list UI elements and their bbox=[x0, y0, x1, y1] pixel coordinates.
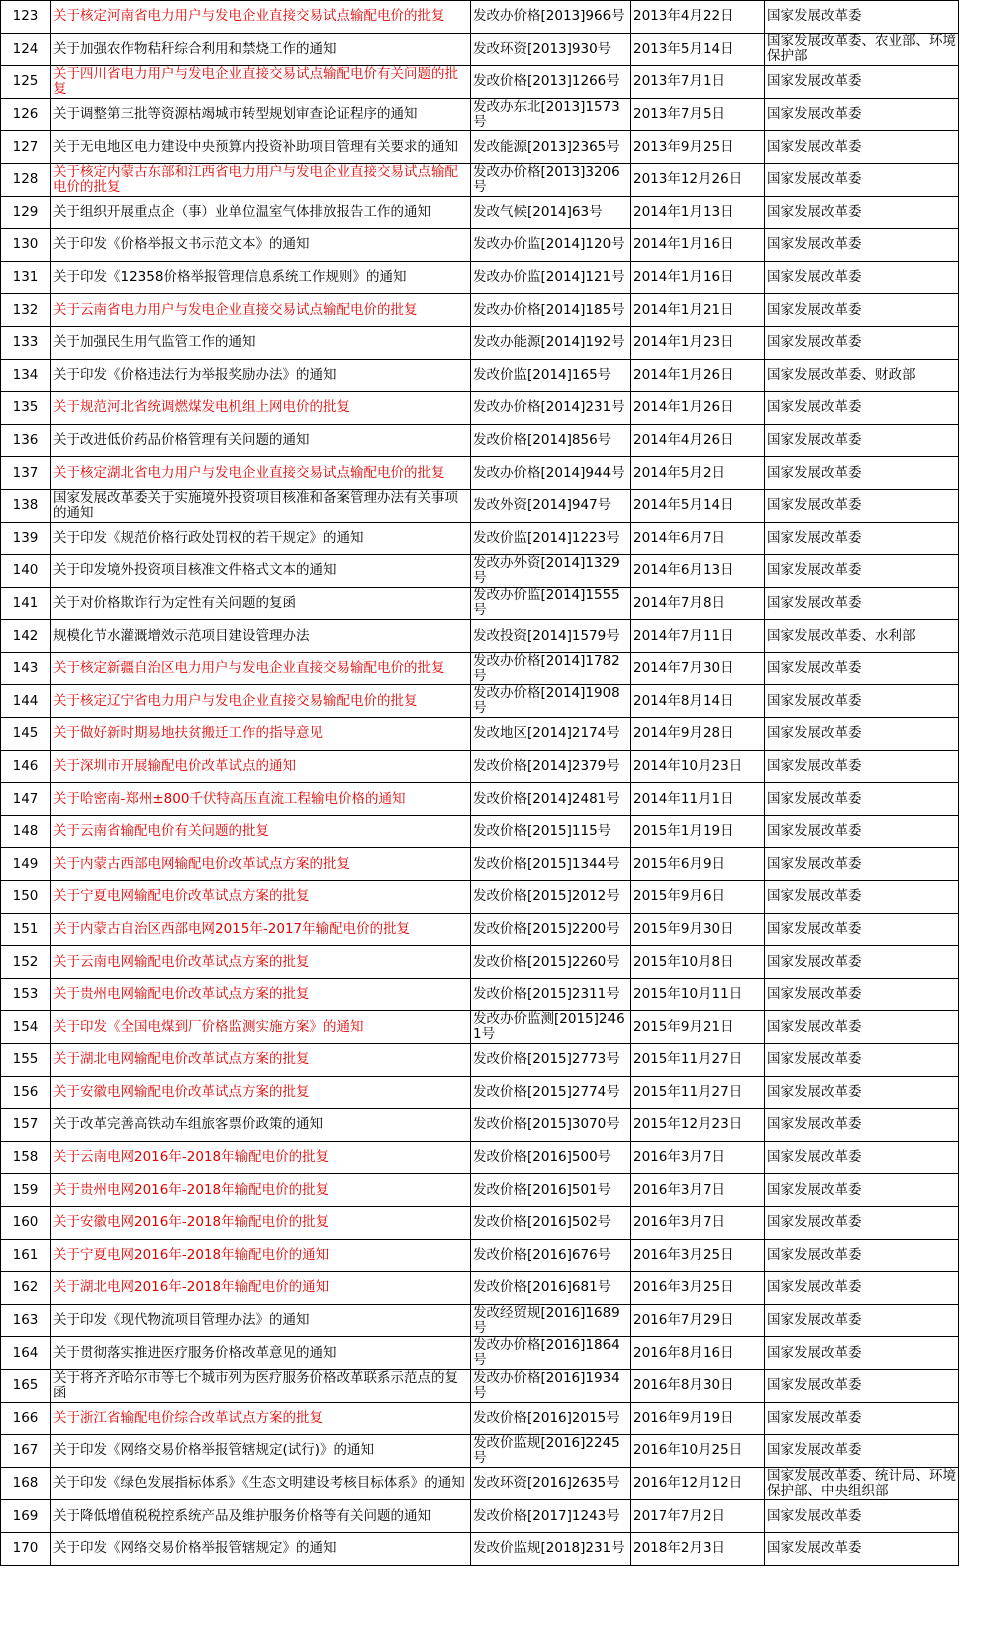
document-title: 关于印发《规范价格行政处罚权的若干规定》的通知 bbox=[51, 522, 471, 555]
document-number: 发改价监[2014]1223号 bbox=[471, 522, 631, 555]
row-number: 151 bbox=[1, 913, 51, 946]
table-row bbox=[1, 1109, 959, 1142]
issuing-agency: 国家发展改革委 bbox=[765, 98, 959, 131]
document-title: 关于印发境外投资项目核准文件格式文本的通知 bbox=[51, 555, 471, 588]
table-row bbox=[1, 1141, 959, 1174]
row-number: 155 bbox=[1, 1044, 51, 1077]
issue-date: 2013年12月26日 bbox=[631, 163, 765, 196]
document-title: 关于云南省输配电价有关问题的批复 bbox=[51, 815, 471, 848]
table-row bbox=[1, 815, 959, 848]
table-row bbox=[1, 1532, 959, 1565]
issue-date: 2016年7月29日 bbox=[631, 1304, 765, 1337]
issuing-agency: 国家发展改革委 bbox=[765, 1337, 959, 1370]
row-number: 143 bbox=[1, 652, 51, 685]
issue-date: 2014年7月30日 bbox=[631, 652, 765, 685]
table-row bbox=[1, 131, 959, 164]
row-number: 146 bbox=[1, 750, 51, 783]
document-title: 关于四川省电力用户与发电企业直接交易试点输配电价有关问题的批复 bbox=[51, 66, 471, 99]
table-row bbox=[1, 261, 959, 294]
table-row bbox=[1, 66, 959, 99]
issuing-agency: 国家发展改革委 bbox=[765, 1304, 959, 1337]
document-title: 关于核定河南省电力用户与发电企业直接交易试点输配电价的批复 bbox=[51, 1, 471, 34]
document-number: 发改气候[2014]63号 bbox=[471, 196, 631, 229]
table-row bbox=[1, 1, 959, 34]
document-number: 发改办能源[2014]192号 bbox=[471, 326, 631, 359]
issuing-agency: 国家发展改革委 bbox=[765, 881, 959, 914]
document-title: 关于调整第三批等资源枯竭城市转型规划审查论证程序的通知 bbox=[51, 98, 471, 131]
document-number: 发改价格[2016]676号 bbox=[471, 1239, 631, 1272]
issuing-agency: 国家发展改革委 bbox=[765, 1532, 959, 1565]
issuing-agency: 国家发展改革委 bbox=[765, 424, 959, 457]
row-number: 124 bbox=[1, 33, 51, 66]
document-title: 关于云南省电力用户与发电企业直接交易试点输配电价的批复 bbox=[51, 294, 471, 327]
document-number: 发改办价监测[2015]2461号 bbox=[471, 1011, 631, 1044]
document-title: 关于组织开展重点企（事）业单位温室气体排放报告工作的通知 bbox=[51, 196, 471, 229]
issue-date: 2016年3月25日 bbox=[631, 1272, 765, 1305]
row-number: 141 bbox=[1, 587, 51, 620]
document-title: 关于云南电网输配电价改革试点方案的批复 bbox=[51, 946, 471, 979]
issue-date: 2014年1月26日 bbox=[631, 359, 765, 392]
document-number: 发改价监规[2018]231号 bbox=[471, 1532, 631, 1565]
issuing-agency: 国家发展改革委 bbox=[765, 326, 959, 359]
row-number: 138 bbox=[1, 489, 51, 522]
document-number: 发改办价格[2013]3206号 bbox=[471, 163, 631, 196]
document-number: 发改价格[2016]502号 bbox=[471, 1206, 631, 1239]
issuing-agency: 国家发展改革委 bbox=[765, 457, 959, 490]
issue-date: 2013年4月22日 bbox=[631, 1, 765, 34]
document-number: 发改价格[2014]2379号 bbox=[471, 750, 631, 783]
row-number: 153 bbox=[1, 978, 51, 1011]
table-row bbox=[1, 1206, 959, 1239]
row-number: 154 bbox=[1, 1011, 51, 1044]
table-row bbox=[1, 522, 959, 555]
issuing-agency: 国家发展改革委 bbox=[765, 587, 959, 620]
row-number: 144 bbox=[1, 685, 51, 718]
document-number: 发改价监规[2016]2245号 bbox=[471, 1435, 631, 1468]
document-number: 发改价格[2015]2773号 bbox=[471, 1044, 631, 1077]
issuing-agency: 国家发展改革委 bbox=[765, 555, 959, 588]
document-number: 发改办价格[2014]1908号 bbox=[471, 685, 631, 718]
row-number: 163 bbox=[1, 1304, 51, 1337]
document-title: 规模化节水灌溉增效示范项目建设管理办法 bbox=[51, 620, 471, 653]
table-row bbox=[1, 229, 959, 262]
document-title: 关于哈密南-郑州±800千伏特高压直流工程输电价格的通知 bbox=[51, 783, 471, 816]
document-title: 关于贵州电网2016年-2018年输配电价的批复 bbox=[51, 1174, 471, 1207]
issuing-agency: 国家发展改革委 bbox=[765, 1402, 959, 1435]
row-number: 147 bbox=[1, 783, 51, 816]
issue-date: 2014年1月16日 bbox=[631, 261, 765, 294]
row-number: 150 bbox=[1, 881, 51, 914]
issue-date: 2014年9月28日 bbox=[631, 718, 765, 751]
issuing-agency: 国家发展改革委 bbox=[765, 685, 959, 718]
issue-date: 2014年1月26日 bbox=[631, 392, 765, 425]
document-number: 发改经贸规[2016]1689号 bbox=[471, 1304, 631, 1337]
document-number: 发改价格[2015]3070号 bbox=[471, 1109, 631, 1142]
document-title: 关于印发《网络交易价格举报管辖规定》的通知 bbox=[51, 1532, 471, 1565]
document-number: 发改办外资[2014]1329号 bbox=[471, 555, 631, 588]
document-number: 发改办价格[2014]185号 bbox=[471, 294, 631, 327]
table-row bbox=[1, 946, 959, 979]
table-row bbox=[1, 326, 959, 359]
row-number: 148 bbox=[1, 815, 51, 848]
document-number: 发改价格[2016]681号 bbox=[471, 1272, 631, 1305]
document-title: 关于降低增值税税控系统产品及维护服务价格等有关问题的通知 bbox=[51, 1500, 471, 1533]
document-title: 关于核定湖北省电力用户与发电企业直接交易试点输配电价的批复 bbox=[51, 457, 471, 490]
document-number: 发改价格[2015]2311号 bbox=[471, 978, 631, 1011]
document-number: 发改价格[2015]2260号 bbox=[471, 946, 631, 979]
issuing-agency: 国家发展改革委 bbox=[765, 946, 959, 979]
issue-date: 2013年7月1日 bbox=[631, 66, 765, 99]
issue-date: 2014年11月1日 bbox=[631, 783, 765, 816]
table-row bbox=[1, 1011, 959, 1044]
document-title: 关于湖北电网2016年-2018年输配电价的通知 bbox=[51, 1272, 471, 1305]
row-number: 168 bbox=[1, 1467, 51, 1500]
row-number: 159 bbox=[1, 1174, 51, 1207]
document-number: 发改地区[2014]2174号 bbox=[471, 718, 631, 751]
document-title: 国家发展改革委关于实施境外投资项目核准和备案管理办法有关事项的通知 bbox=[51, 489, 471, 522]
row-number: 162 bbox=[1, 1272, 51, 1305]
table-row bbox=[1, 750, 959, 783]
issuing-agency: 国家发展改革委 bbox=[765, 489, 959, 522]
document-title: 关于印发《价格举报文书示范文本》的通知 bbox=[51, 229, 471, 262]
issuing-agency: 国家发展改革委 bbox=[765, 1239, 959, 1272]
row-number: 123 bbox=[1, 1, 51, 34]
table-row bbox=[1, 881, 959, 914]
table-row bbox=[1, 424, 959, 457]
document-title: 关于核定内蒙古东部和江西省电力用户与发电企业直接交易试点输配电价的批复 bbox=[51, 163, 471, 196]
issue-date: 2014年5月14日 bbox=[631, 489, 765, 522]
document-number: 发改价格[2015]2774号 bbox=[471, 1076, 631, 1109]
table-row bbox=[1, 1337, 959, 1370]
issuing-agency: 国家发展改革委 bbox=[765, 718, 959, 751]
row-number: 167 bbox=[1, 1435, 51, 1468]
row-number: 145 bbox=[1, 718, 51, 751]
document-number: 发改价格[2016]2015号 bbox=[471, 1402, 631, 1435]
issuing-agency: 国家发展改革委 bbox=[765, 815, 959, 848]
row-number: 152 bbox=[1, 946, 51, 979]
issue-date: 2014年6月7日 bbox=[631, 522, 765, 555]
document-number: 发改办价格[2016]1934号 bbox=[471, 1369, 631, 1402]
document-number: 发改价格[2015]2012号 bbox=[471, 881, 631, 914]
issue-date: 2014年1月13日 bbox=[631, 196, 765, 229]
row-number: 157 bbox=[1, 1109, 51, 1142]
table-row bbox=[1, 163, 959, 196]
document-title: 关于内蒙古西部电网输配电价改革试点方案的批复 bbox=[51, 848, 471, 881]
issuing-agency: 国家发展改革委 bbox=[765, 1109, 959, 1142]
table-row bbox=[1, 489, 959, 522]
issuing-agency: 国家发展改革委 bbox=[765, 66, 959, 99]
document-title: 关于安徽电网输配电价改革试点方案的批复 bbox=[51, 1076, 471, 1109]
issue-date: 2013年5月14日 bbox=[631, 33, 765, 66]
row-number: 135 bbox=[1, 392, 51, 425]
table-row bbox=[1, 587, 959, 620]
row-number: 158 bbox=[1, 1141, 51, 1174]
document-title: 关于深圳市开展输配电价改革试点的通知 bbox=[51, 750, 471, 783]
table-row bbox=[1, 359, 959, 392]
issue-date: 2014年1月23日 bbox=[631, 326, 765, 359]
row-number: 128 bbox=[1, 163, 51, 196]
issuing-agency: 国家发展改革委 bbox=[765, 1011, 959, 1044]
table-row bbox=[1, 1467, 959, 1500]
document-number: 发改能源[2013]2365号 bbox=[471, 131, 631, 164]
row-number: 156 bbox=[1, 1076, 51, 1109]
issue-date: 2013年9月25日 bbox=[631, 131, 765, 164]
document-title: 关于加强民生用气监管工作的通知 bbox=[51, 326, 471, 359]
table-row bbox=[1, 1435, 959, 1468]
issue-date: 2014年4月26日 bbox=[631, 424, 765, 457]
issue-date: 2014年5月2日 bbox=[631, 457, 765, 490]
issuing-agency: 国家发展改革委 bbox=[765, 1044, 959, 1077]
table-body bbox=[1, 1, 959, 1566]
document-title: 关于无电地区电力建设中央预算内投资补助项目管理有关要求的通知 bbox=[51, 131, 471, 164]
issuing-agency: 国家发展改革委 bbox=[765, 750, 959, 783]
issuing-agency: 国家发展改革委 bbox=[765, 261, 959, 294]
issue-date: 2015年11月27日 bbox=[631, 1044, 765, 1077]
document-title: 关于内蒙古自治区西部电网2015年-2017年输配电价的批复 bbox=[51, 913, 471, 946]
table-row bbox=[1, 783, 959, 816]
row-number: 161 bbox=[1, 1239, 51, 1272]
issue-date: 2014年7月11日 bbox=[631, 620, 765, 653]
table-row bbox=[1, 294, 959, 327]
issue-date: 2016年8月30日 bbox=[631, 1369, 765, 1402]
issuing-agency: 国家发展改革委 bbox=[765, 392, 959, 425]
table-row bbox=[1, 33, 959, 66]
row-number: 169 bbox=[1, 1500, 51, 1533]
row-number: 165 bbox=[1, 1369, 51, 1402]
issue-date: 2014年7月8日 bbox=[631, 587, 765, 620]
document-number: 发改办价格[2013]966号 bbox=[471, 1, 631, 34]
issue-date: 2016年8月16日 bbox=[631, 1337, 765, 1370]
row-number: 170 bbox=[1, 1532, 51, 1565]
document-title: 关于安徽电网2016年-2018年输配电价的批复 bbox=[51, 1206, 471, 1239]
row-number: 132 bbox=[1, 294, 51, 327]
document-title: 关于云南电网2016年-2018年输配电价的批复 bbox=[51, 1141, 471, 1174]
document-number: 发改价格[2016]500号 bbox=[471, 1141, 631, 1174]
document-title: 关于改进低价药品价格管理有关问题的通知 bbox=[51, 424, 471, 457]
document-number: 发改价格[2017]1243号 bbox=[471, 1500, 631, 1533]
issuing-agency: 国家发展改革委 bbox=[765, 978, 959, 1011]
issue-date: 2016年3月7日 bbox=[631, 1141, 765, 1174]
document-number: 发改外资[2014]947号 bbox=[471, 489, 631, 522]
document-number: 发改投资[2014]1579号 bbox=[471, 620, 631, 653]
document-number: 发改价格[2014]2481号 bbox=[471, 783, 631, 816]
document-title: 关于印发《价格违法行为举报奖励办法》的通知 bbox=[51, 359, 471, 392]
document-number: 发改环资[2016]2635号 bbox=[471, 1467, 631, 1500]
issuing-agency: 国家发展改革委 bbox=[765, 1206, 959, 1239]
issue-date: 2013年7月5日 bbox=[631, 98, 765, 131]
issuing-agency: 国家发展改革委 bbox=[765, 294, 959, 327]
document-number: 发改办价监[2014]121号 bbox=[471, 261, 631, 294]
document-title: 关于改革完善高铁动车组旅客票价政策的通知 bbox=[51, 1109, 471, 1142]
table-row bbox=[1, 685, 959, 718]
issue-date: 2017年7月2日 bbox=[631, 1500, 765, 1533]
document-title: 关于印发《网络交易价格举报管辖规定(试行)》的通知 bbox=[51, 1435, 471, 1468]
row-number: 127 bbox=[1, 131, 51, 164]
document-title: 关于印发《绿色发展指标体系》《生态文明建设考核目标体系》的通知 bbox=[51, 1467, 471, 1500]
issuing-agency: 国家发展改革委 bbox=[765, 913, 959, 946]
document-number: 发改办价监[2014]120号 bbox=[471, 229, 631, 262]
issue-date: 2016年3月7日 bbox=[631, 1206, 765, 1239]
issue-date: 2015年1月19日 bbox=[631, 815, 765, 848]
issue-date: 2015年9月6日 bbox=[631, 881, 765, 914]
document-title: 关于印发《全国电煤到厂价格监测实施方案》的通知 bbox=[51, 1011, 471, 1044]
document-title: 关于湖北电网输配电价改革试点方案的批复 bbox=[51, 1044, 471, 1077]
issuing-agency: 国家发展改革委 bbox=[765, 652, 959, 685]
document-title: 关于宁夏电网2016年-2018年输配电价的通知 bbox=[51, 1239, 471, 1272]
table-row bbox=[1, 978, 959, 1011]
row-number: 142 bbox=[1, 620, 51, 653]
issue-date: 2015年6月9日 bbox=[631, 848, 765, 881]
document-title: 关于加强农作物秸秆综合利用和禁烧工作的通知 bbox=[51, 33, 471, 66]
document-number: 发改价格[2013]1266号 bbox=[471, 66, 631, 99]
issuing-agency: 国家发展改革委 bbox=[765, 229, 959, 262]
issuing-agency: 国家发展改革委 bbox=[765, 1, 959, 34]
issue-date: 2016年12月12日 bbox=[631, 1467, 765, 1500]
table-row bbox=[1, 457, 959, 490]
table-row bbox=[1, 1076, 959, 1109]
document-title: 关于核定新疆自治区电力用户与发电企业直接交易输配电价的批复 bbox=[51, 652, 471, 685]
issue-date: 2015年9月30日 bbox=[631, 913, 765, 946]
issue-date: 2014年6月13日 bbox=[631, 555, 765, 588]
issuing-agency: 国家发展改革委 bbox=[765, 1500, 959, 1533]
row-number: 130 bbox=[1, 229, 51, 262]
issuing-agency: 国家发展改革委 bbox=[765, 1435, 959, 1468]
issue-date: 2015年10月11日 bbox=[631, 978, 765, 1011]
table-row bbox=[1, 1174, 959, 1207]
table-row bbox=[1, 620, 959, 653]
document-number: 发改办价格[2014]1782号 bbox=[471, 652, 631, 685]
row-number: 136 bbox=[1, 424, 51, 457]
document-number: 发改价格[2015]115号 bbox=[471, 815, 631, 848]
table-row bbox=[1, 98, 959, 131]
document-title: 关于贵州电网输配电价改革试点方案的批复 bbox=[51, 978, 471, 1011]
document-title: 关于将齐齐哈尔市等七个城市列为医疗服务价格改革联系示范点的复函 bbox=[51, 1369, 471, 1402]
document-title: 关于核定辽宁省电力用户与发电企业直接交易输配电价的批复 bbox=[51, 685, 471, 718]
document-number: 发改价监[2014]165号 bbox=[471, 359, 631, 392]
issuing-agency: 国家发展改革委 bbox=[765, 1076, 959, 1109]
document-number: 发改环资[2013]930号 bbox=[471, 33, 631, 66]
table-row bbox=[1, 1272, 959, 1305]
issuing-agency: 国家发展改革委 bbox=[765, 783, 959, 816]
document-number: 发改办价格[2014]231号 bbox=[471, 392, 631, 425]
issuing-agency: 国家发展改革委 bbox=[765, 1369, 959, 1402]
issuing-agency: 国家发展改革委 bbox=[765, 522, 959, 555]
row-number: 126 bbox=[1, 98, 51, 131]
row-number: 166 bbox=[1, 1402, 51, 1435]
document-number: 发改办东北[2013]1573号 bbox=[471, 98, 631, 131]
document-title: 关于宁夏电网输配电价改革试点方案的批复 bbox=[51, 881, 471, 914]
table-row bbox=[1, 652, 959, 685]
issue-date: 2016年3月25日 bbox=[631, 1239, 765, 1272]
row-number: 131 bbox=[1, 261, 51, 294]
issuing-agency: 国家发展改革委、财政部 bbox=[765, 359, 959, 392]
issuing-agency: 国家发展改革委 bbox=[765, 1174, 959, 1207]
table-row bbox=[1, 848, 959, 881]
issue-date: 2015年12月23日 bbox=[631, 1109, 765, 1142]
table-row bbox=[1, 1044, 959, 1077]
table-row bbox=[1, 1402, 959, 1435]
row-number: 133 bbox=[1, 326, 51, 359]
issue-date: 2016年10月25日 bbox=[631, 1435, 765, 1468]
document-number: 发改价格[2016]501号 bbox=[471, 1174, 631, 1207]
row-number: 160 bbox=[1, 1206, 51, 1239]
document-number: 发改办价监[2014]1555号 bbox=[471, 587, 631, 620]
document-number: 发改价格[2015]1344号 bbox=[471, 848, 631, 881]
document-number: 发改价格[2015]2200号 bbox=[471, 913, 631, 946]
issue-date: 2015年11月27日 bbox=[631, 1076, 765, 1109]
table-row bbox=[1, 555, 959, 588]
document-title: 关于贯彻落实推进医疗服务价格改革意见的通知 bbox=[51, 1337, 471, 1370]
document-title: 关于对价格欺诈行为定性有关问题的复函 bbox=[51, 587, 471, 620]
table-row bbox=[1, 1369, 959, 1402]
issue-date: 2016年3月7日 bbox=[631, 1174, 765, 1207]
issuing-agency: 国家发展改革委 bbox=[765, 1272, 959, 1305]
table-row bbox=[1, 913, 959, 946]
issue-date: 2015年10月8日 bbox=[631, 946, 765, 979]
document-title: 关于印发《12358价格举报管理信息系统工作规则》的通知 bbox=[51, 261, 471, 294]
document-number: 发改价格[2014]856号 bbox=[471, 424, 631, 457]
issuing-agency: 国家发展改革委 bbox=[765, 196, 959, 229]
issuing-agency: 国家发展改革委、水利部 bbox=[765, 620, 959, 653]
issue-date: 2014年1月16日 bbox=[631, 229, 765, 262]
issuing-agency: 国家发展改革委 bbox=[765, 848, 959, 881]
issue-date: 2014年8月14日 bbox=[631, 685, 765, 718]
document-number: 发改办价格[2016]1864号 bbox=[471, 1337, 631, 1370]
issue-date: 2018年2月3日 bbox=[631, 1532, 765, 1565]
table-row bbox=[1, 196, 959, 229]
issuing-agency: 国家发展改革委、统计局、环境保护部、中央组织部 bbox=[765, 1467, 959, 1500]
document-title: 关于规范河北省统调燃煤发电机组上网电价的批复 bbox=[51, 392, 471, 425]
row-number: 140 bbox=[1, 555, 51, 588]
issue-date: 2014年1月21日 bbox=[631, 294, 765, 327]
issuing-agency: 国家发展改革委 bbox=[765, 163, 959, 196]
issuing-agency: 国家发展改革委 bbox=[765, 1141, 959, 1174]
document-title: 关于做好新时期易地扶贫搬迁工作的指导意见 bbox=[51, 718, 471, 751]
issue-date: 2015年9月21日 bbox=[631, 1011, 765, 1044]
table-row bbox=[1, 392, 959, 425]
table-row bbox=[1, 1500, 959, 1533]
row-number: 149 bbox=[1, 848, 51, 881]
document-title: 关于浙江省输配电价综合改革试点方案的批复 bbox=[51, 1402, 471, 1435]
row-number: 125 bbox=[1, 66, 51, 99]
table-row bbox=[1, 1304, 959, 1337]
issuing-agency: 国家发展改革委、农业部、环境保护部 bbox=[765, 33, 959, 66]
issue-date: 2016年9月19日 bbox=[631, 1402, 765, 1435]
row-number: 134 bbox=[1, 359, 51, 392]
table-row bbox=[1, 718, 959, 751]
issuing-agency: 国家发展改革委 bbox=[765, 131, 959, 164]
document-title: 关于印发《现代物流项目管理办法》的通知 bbox=[51, 1304, 471, 1337]
table-row bbox=[1, 1239, 959, 1272]
row-number: 129 bbox=[1, 196, 51, 229]
row-number: 139 bbox=[1, 522, 51, 555]
row-number: 137 bbox=[1, 457, 51, 490]
row-number: 164 bbox=[1, 1337, 51, 1370]
document-number: 发改办价格[2014]944号 bbox=[471, 457, 631, 490]
issue-date: 2014年10月23日 bbox=[631, 750, 765, 783]
